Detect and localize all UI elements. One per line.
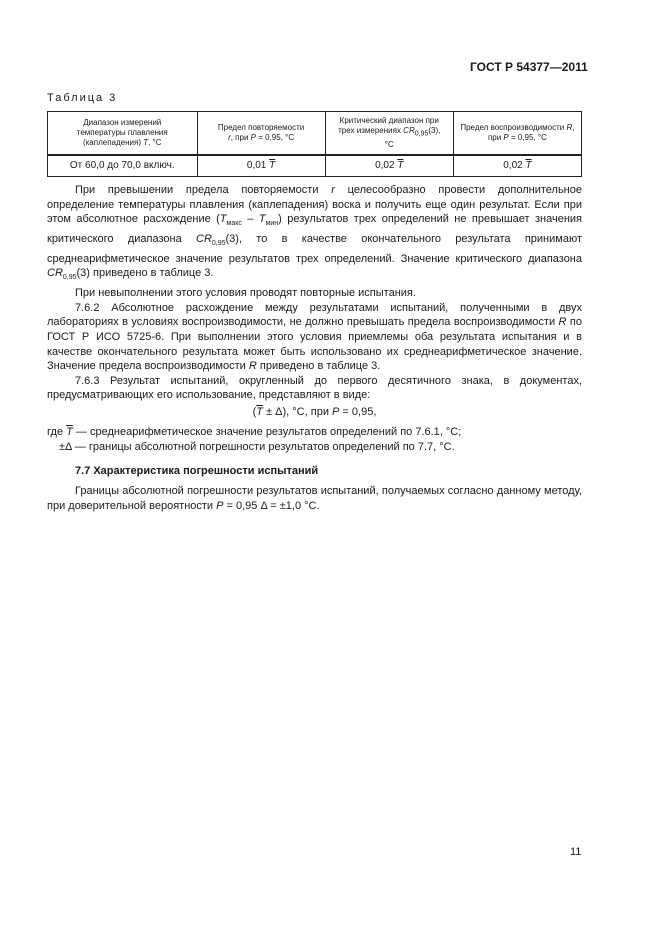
cell-repeatability xyxy=(197,155,325,177)
text: ) результатов трех определений не превышает значения критического диапазона xyxy=(47,213,582,245)
symbol-CR: CR xyxy=(196,232,212,245)
body-text xyxy=(47,183,582,513)
symbol-T-bar: $\overline{T}$ xyxy=(269,160,276,171)
paragraph-repeat-tests: При невыполнении этого условия проводят повторные испытания. xyxy=(75,287,416,300)
subscript: 0,95 xyxy=(62,274,77,282)
subscript: макс xyxy=(226,220,242,228)
text: где xyxy=(47,426,67,439)
text: = 0,95, xyxy=(339,405,377,418)
symbol-T: T xyxy=(143,138,149,147)
symbol-T-bar: $\overline{T}$ xyxy=(66,426,73,439)
symbol-P: P xyxy=(503,133,509,142)
paragraph-7-7 xyxy=(47,484,582,513)
text: приведено в таблице 3. xyxy=(256,360,381,373)
document-header: ГОСТ Р 54377—2011 xyxy=(470,60,588,74)
table-caption: Таблица 3 xyxy=(47,92,118,104)
text: ± Δ), °С, при xyxy=(263,405,333,418)
paragraph-repeatability xyxy=(47,183,582,286)
symbol-T: T xyxy=(219,213,227,226)
symbol-CR: CR xyxy=(403,126,415,136)
symbol-P: P xyxy=(250,133,256,142)
text: целесообразно провести дополнительное определение температуры плавления (каплепадения) воска и получить еще один результат. Если при этом абсолютное расхождение ( xyxy=(47,184,582,226)
header-text: Критический диапазон при xyxy=(339,116,439,126)
subscript: мин xyxy=(265,220,279,228)
header-text: , при xyxy=(230,133,251,142)
symbol-r: r xyxy=(331,184,335,196)
formula xyxy=(47,405,582,420)
header-text: при xyxy=(487,133,504,142)
symbol-r: r xyxy=(228,133,231,142)
page-number: 11 xyxy=(570,846,582,858)
header-cell-reproducibility xyxy=(453,112,581,156)
symbol-R: R xyxy=(566,123,573,132)
header-cell-range xyxy=(48,112,198,156)
paragraph-7-6-3: 7.6.3 Результат испытаний, округленный до первого десятичного знака, в документах, предусматривающих его использование, представляют в виде: xyxy=(47,374,582,402)
table-3 xyxy=(47,111,582,177)
cell-text: 0,02 xyxy=(503,160,526,171)
symbol-T-bar: $\overline{T}$ xyxy=(397,160,404,171)
symbol-R: R xyxy=(558,316,567,329)
cell-text: 0,02 xyxy=(375,160,398,171)
header-text: = 0,95, °С xyxy=(508,133,547,142)
subscript: 0,95 xyxy=(414,130,429,138)
symbol-T-bar: $\overline{T}$ xyxy=(525,160,532,171)
text: — среднеарифметическое значение результатов определений по 7.6.1, °С; xyxy=(72,426,462,439)
symbol-P: P xyxy=(216,499,224,512)
text: по ГОСТ Р ИСО 5725-6. При выполнении этого условия приемлемы оба результата испытания и в качестве окончательного результата может быть использовано их среднеарифметическое значение. Значение предела воспроизводимости xyxy=(47,316,582,373)
where-line-1 xyxy=(47,425,582,440)
text: 7.6.2 Абсолютное расхождение между результатами испытаний, полученными в двух лабораториях в условиях воспроизводимости, не должно превышать предела воспроизводимости xyxy=(47,301,582,329)
text: (3) приведено в таблице 3. xyxy=(76,267,214,280)
text: Границы абсолютной погрешности результатов испытаний, получаемых согласно данному методу, при доверительной вероятности xyxy=(47,485,582,512)
header-text: , °С xyxy=(148,138,162,147)
header-cell-repeatability xyxy=(197,112,325,156)
cell-critical-range xyxy=(325,155,453,177)
text: ( xyxy=(252,405,257,418)
text: – xyxy=(241,213,259,226)
header-text: , xyxy=(572,123,575,132)
table-header-row xyxy=(48,112,582,156)
header-text: температуры плавления xyxy=(76,128,168,137)
text: (3), то в качестве окончательного результата принимают среднеарифметическое значение результатов трех определений. Значение критического диапазона xyxy=(47,232,582,265)
header-text: Диапазон измерений xyxy=(83,118,162,127)
symbol-T-bar: $\overline{T}$ xyxy=(256,405,264,418)
header-text: = 0,95, °С xyxy=(256,133,295,142)
subscript: 0,95 xyxy=(211,240,226,248)
header-text: Предел повторяемости xyxy=(217,123,305,132)
header-text: °С xyxy=(384,139,394,149)
symbol-CR: CR xyxy=(47,267,63,280)
symbol-R: R xyxy=(248,360,257,373)
table-row xyxy=(48,155,582,177)
header-text: трех измерениях xyxy=(338,126,404,136)
symbol-P: P xyxy=(332,405,340,418)
cell-reproducibility xyxy=(453,155,581,177)
cell-text: От 60,0 до 70,0 включ. xyxy=(69,160,175,171)
section-heading-7-7: 7.7 Характеристика погрешности испытаний xyxy=(75,464,319,477)
paragraph-7-6-2 xyxy=(47,301,582,374)
cell-text: 0,01 xyxy=(246,160,270,171)
header-text: (каплепадения) xyxy=(82,138,144,147)
header-text: Предел воспроизводимости xyxy=(460,123,567,132)
symbol-T: T xyxy=(258,213,266,226)
where-line-2: ±Δ — границы абсолютной погрешности результатов определений по 7.7, °С. xyxy=(59,441,455,454)
header-cell-critical-range xyxy=(325,112,453,156)
text: При превышении предела повторяемости xyxy=(75,184,332,196)
header-text: (3), xyxy=(428,126,441,136)
text: = 0,95 Δ = ±1,0 °С. xyxy=(223,499,320,512)
cell-range xyxy=(48,155,198,177)
